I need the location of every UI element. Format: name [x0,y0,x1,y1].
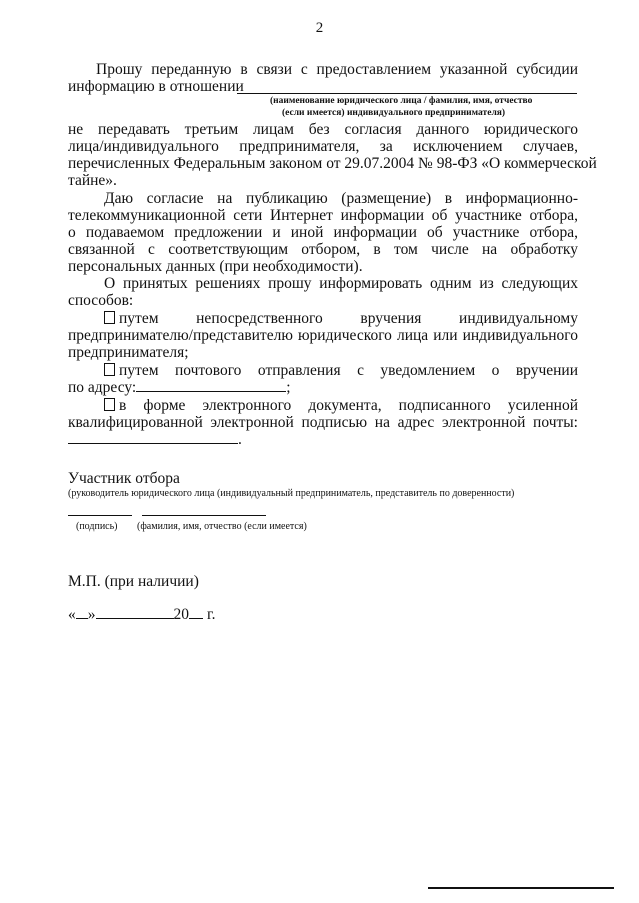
signature-label: (подпись) [76,521,118,532]
postal-delivery-checkbox[interactable] [104,363,115,376]
participant-title: Участник отбора [68,470,180,487]
personal-delivery-checkbox[interactable] [104,311,115,324]
email-address-field[interactable] [68,431,238,444]
option-personal-line-1 [104,310,578,327]
option-postal-text: путем почтового отправления с уведомлением о вручении [119,362,578,379]
notify-line-2: способов: [68,292,134,309]
notify-line-1: О принятых решениях прошу информировать одним из следующих [104,275,578,292]
consent-line-2: телекоммуникационной сети Интернет информации об участнике отбора, [68,207,578,224]
consent-line-4: связанной с соответствующим отбором, в том числе на обработку [68,241,578,258]
consent-line-1: Даю согласие на публикацию (размещение) в информационно- [104,190,578,207]
page-number: 2 [315,20,324,36]
date-year-prefix: 20 [173,606,189,623]
postal-address-field[interactable] [136,379,286,392]
option-personal-line-2: предпринимателю/представителю юридического лица или индивидуального [68,327,578,344]
option-electronic-line-1 [104,397,578,414]
stamp-label: М.П. (при наличии) [68,573,199,590]
request-line-2-prefix: информацию в отношении [68,78,244,95]
organization-name-field[interactable] [237,93,577,94]
option-postal-line-2 [68,379,578,396]
request-line-5: перечисленных Федеральным законом от 29.07.2004 № 98-ФЗ «О коммерческой [68,155,597,172]
date-year-suffix: г. [207,606,216,623]
postal-prefix: по адресу: [68,379,137,396]
scan-edge-line [428,887,614,889]
request-line-3: не передавать третьим лицам без согласия данного юридического [68,121,578,138]
option-personal-text: путем непосредственного вручения индивидуальному [119,310,578,327]
full-name-label: (фамилия, имя, отчество (если имеется) [137,521,307,532]
electronic-suffix: . [238,431,242,448]
consent-line-5: персональных данных (при необходимости). [68,258,363,275]
option-personal-line-3: предпринимателя; [68,344,189,361]
full-name-field[interactable] [142,515,266,516]
option-electronic-line-2: квалифицированной электронной подписью на адрес электронной почты: [68,414,578,431]
electronic-delivery-checkbox[interactable] [104,398,115,411]
date-year-field[interactable] [189,606,203,619]
request-line-4: лица/индивидуального предпринимателя, за исключением случаев, [68,138,578,155]
signature-field[interactable] [68,515,132,516]
consent-line-3: о подаваемом предложении и иной информации об участнике отбора, [68,224,578,241]
request-line-6: тайне». [68,172,117,189]
request-hint-1: (наименование юридического лица / фамилия, имя, отчество [270,96,533,106]
request-hint-2: (если имеется) индивидуального предпринимателя) [282,108,506,118]
date-open-quote: « [68,606,76,623]
participant-hint: (руководитель юридического лица (индивидуальный предприниматель, представитель по доверенности) [68,488,515,499]
request-line-1: Прошу переданную в связи с предоставлением указанной субсидии [96,61,578,78]
date-day-field[interactable] [76,606,88,619]
option-electronic-line-3 [68,431,578,448]
option-electronic-text: в форме электронного документа, подписанного усиленной [119,397,578,414]
date-month-field[interactable] [96,606,174,619]
postal-suffix: ; [286,379,291,396]
date-line [68,606,578,623]
option-postal-line-1 [104,362,578,379]
date-close-quote: » [87,606,96,623]
